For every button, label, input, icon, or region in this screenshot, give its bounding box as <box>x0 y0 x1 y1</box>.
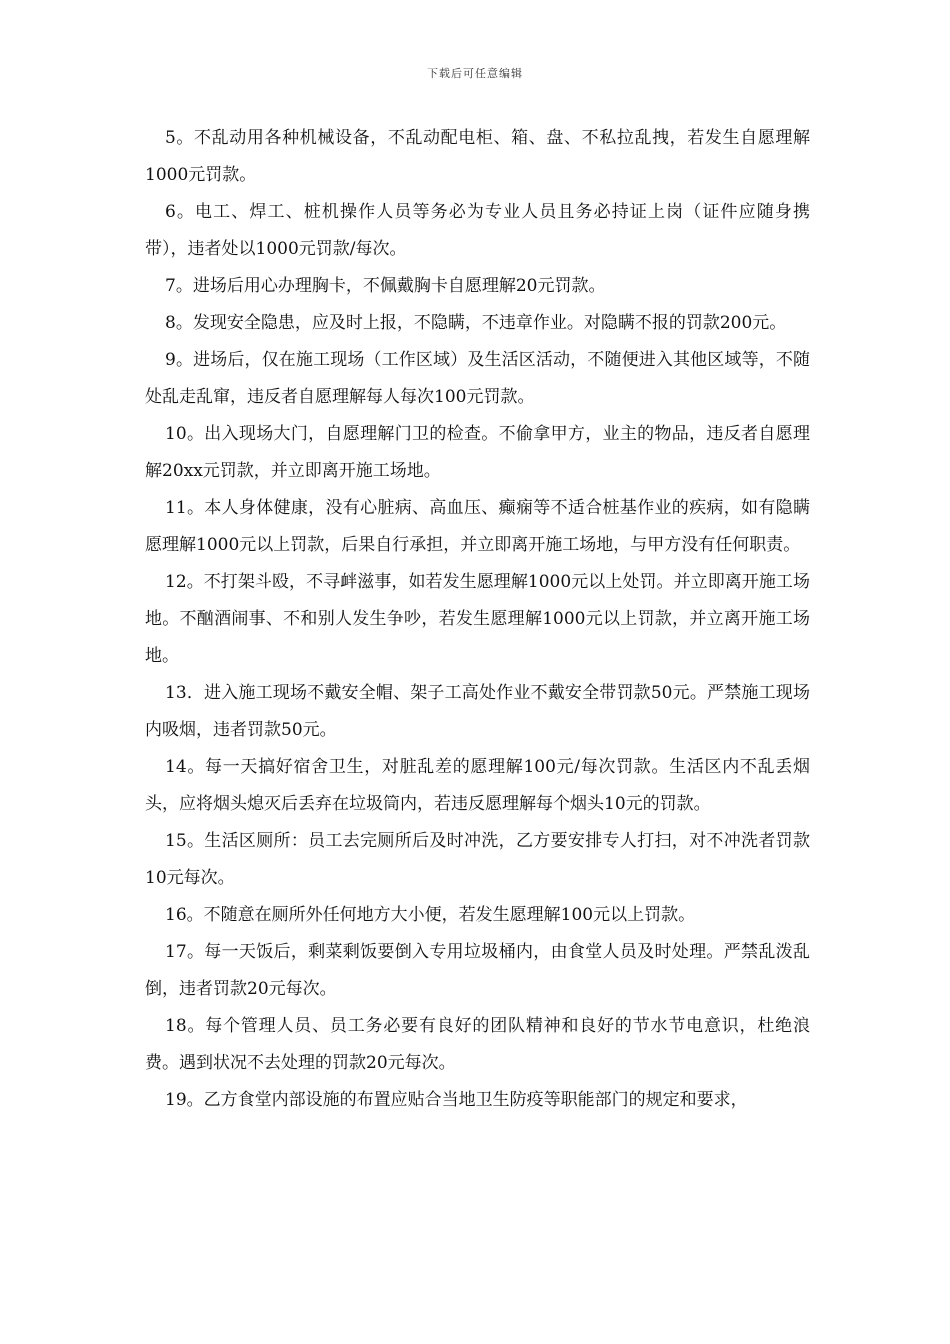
clause-11: 11。本人身体健康，没有心脏病、高血压、癫痫等不适合桩基作业的疾病，如有隐瞒愿理解1000元以上罚款，后果自行承担，并立即离开施工场地，与甲方没有任何职责。 <box>145 498 810 555</box>
clause-18: 18。每个管理人员、员工务必要有良好的团队精神和良好的节水节电意识，杜绝浪费。遇到状况不去处理的罚款20元每次。 <box>145 1016 810 1073</box>
clause-14: 14。每一天搞好宿舍卫生，对脏乱差的愿理解100元/每次罚款。生活区内不乱丢烟头，应将烟头熄灭后丢弃在垃圾筒内，若违反愿理解每个烟头10元的罚款。 <box>145 757 810 814</box>
clause-7: 7。进场后用心办理胸卡，不佩戴胸卡自愿理解20元罚款。 <box>165 276 606 296</box>
clause-5: 5。不乱动用各种机械设备，不乱动配电柜、箱、盘、不私拉乱拽，若发生自愿理解1000元罚款。 <box>145 128 810 185</box>
clause-17: 17。每一天饭后，剩菜剩饭要倒入专用垃圾桶内，由食堂人员及时处理。严禁乱泼乱倒，违者罚款20元每次。 <box>145 942 810 999</box>
clause-6: 6。电工、焊工、桩机操作人员等务必为专业人员且务必持证上岗（证件应随身携带），违者处以1000元罚款/每次。 <box>145 202 810 259</box>
clause-13: 13．进入施工现场不戴安全帽、架子工高处作业不戴安全带罚款50元。严禁施工现场内吸烟，违者罚款50元。 <box>145 683 810 740</box>
clause-16: 16。不随意在厕所外任何地方大小便，若发生愿理解100元以上罚款。 <box>165 905 696 925</box>
clause-19: 19。乙方食堂内部设施的布置应贴合当地卫生防疫等职能部门的规定和要求， <box>165 1090 748 1110</box>
page-header: 下载后可任意编辑 <box>427 67 523 80</box>
clause-8: 8。发现安全隐患，应及时上报，不隐瞒，不违章作业。对隐瞒不报的罚款200元。 <box>165 313 787 333</box>
clause-12: 12。不打架斗殴，不寻衅滋事，如若发生愿理解1000元以上处罚。并立即离开施工场地。不酗酒闹事、不和别人发生争吵，若发生愿理解1000元以上罚款，并立离开施工场地。 <box>145 572 810 666</box>
clause-10: 10。出入现场大门，自愿理解门卫的检查。不偷拿甲方，业主的物品，违反者自愿理解20xx元罚款，并立即离开施工场地。 <box>145 424 810 481</box>
clause-9: 9。进场后，仅在施工现场（工作区域）及生活区活动，不随便进入其他区域等，不随处乱走乱窜，违反者自愿理解每人每次100元罚款。 <box>145 350 810 407</box>
document-body <box>145 120 810 1119</box>
clause-15: 15。生活区厕所：员工去完厕所后及时冲洗，乙方要安排专人打扫，对不冲洗者罚款10元每次。 <box>145 831 810 888</box>
